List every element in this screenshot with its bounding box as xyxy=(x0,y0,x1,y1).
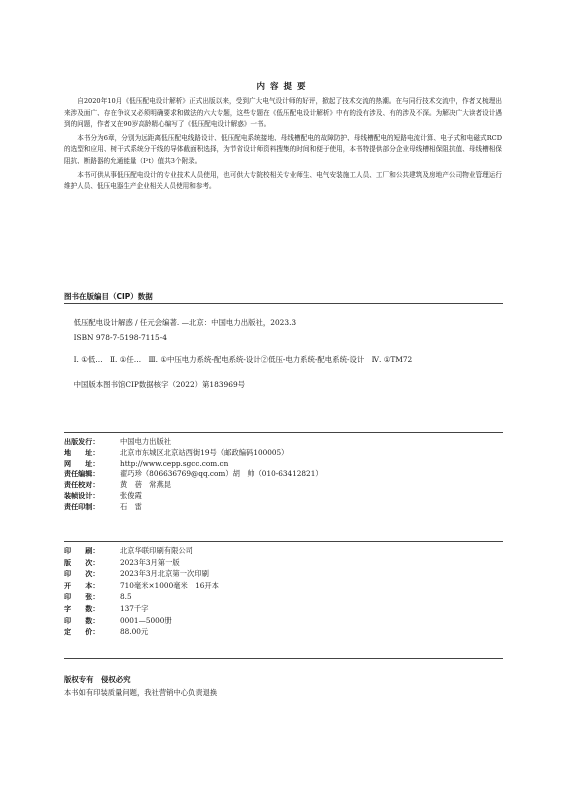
rights-heading: 版权专有 侵权必究 xyxy=(64,675,131,684)
publisher-value: 北京市东城区北京站西街19号（邮政编码100005） xyxy=(120,447,289,457)
spec-label: 版 次： xyxy=(64,557,100,567)
publisher-row xyxy=(64,437,504,448)
spec-label: 开 本： xyxy=(64,580,100,590)
publisher-label: 责任印制： xyxy=(64,501,100,511)
cip-isbn: ISBN 978-7-5198-7115-4 xyxy=(73,333,167,342)
spec-row xyxy=(64,580,504,592)
spec-value: 北京华联印刷有限公司 xyxy=(120,546,193,555)
publisher-row xyxy=(64,459,504,470)
publisher-top-divider xyxy=(64,432,503,433)
publisher-label: 责任编辑： xyxy=(64,469,100,479)
spec-label: 印 张： xyxy=(64,592,100,602)
specs-top-divider xyxy=(64,541,503,542)
publisher-row xyxy=(64,448,504,459)
publisher-row xyxy=(64,480,504,491)
cip-heading: 图书在版编目（CIP）数据 xyxy=(64,292,153,301)
publisher-label: 出版发行： xyxy=(64,437,100,446)
spec-row xyxy=(64,568,504,580)
spec-label: 印 数： xyxy=(64,615,100,625)
spec-row xyxy=(64,545,504,557)
spec-row xyxy=(64,615,504,627)
spec-value: 8.5 xyxy=(120,592,132,602)
publisher-label: 地 址： xyxy=(64,447,100,457)
rights-top-divider xyxy=(64,658,503,659)
spec-value: 2023年3月北京第一次印刷 xyxy=(120,569,209,579)
cip-title-line: 低压配电设计解惑 / 任元会编著. —北京：中国电力出版社，2023.3 xyxy=(73,318,297,327)
summary-paragraph: 本书可供从事低压配电设计的专业技术人员使用，也可供大专院校相关专业师生、电气安装施工人员、工厂和公共建筑及房地产公司物业管理运行维护人员、低压电器生产企业相关人员使用和参考。 xyxy=(64,170,502,191)
summary-paragraph: 本书分为6章，分别为远距离低压配电线路设计、低压配电系统接地、母线槽配电的故障防护、母线槽配电的短路电流计算、电子式和电磁式RCD的选型和应用、树干式系统分干线的导体截面积选择，为节省设计师资料搜集的时间和便于使用，本书特提供部分企业母线槽相保阻抗值、母线槽相保阻抗、断路器的允通能量（I²t）值共3个附录。 xyxy=(64,133,502,165)
spec-value: 88.00元 xyxy=(120,627,149,637)
rights-notice: 本书如有印装质量问题，我社营销中心负责退换 xyxy=(64,688,218,697)
cip-core-number: 中国版本图书馆CIP数据核字（2022）第183969号 xyxy=(73,380,246,389)
spec-value: 0001—5000册 xyxy=(120,615,172,625)
publisher-value: http://www.cepp.sgcc.com.cn xyxy=(120,458,229,468)
spec-label: 字 数： xyxy=(64,603,100,613)
spec-label: 印 次： xyxy=(64,569,100,579)
summary-body xyxy=(64,96,502,195)
cip-classification: Ⅰ. ①低… Ⅱ. ①任… Ⅲ. ①中压电力系统-配电系统-设计②低压-电力系统-配电系统-设计 Ⅳ. ①TM72 xyxy=(73,355,413,364)
spec-row xyxy=(64,557,504,569)
publisher-value: 中国电力出版社 xyxy=(120,437,172,446)
spec-row xyxy=(64,591,504,603)
spec-label: 印 刷： xyxy=(64,546,100,555)
spec-value: 137千字 xyxy=(120,603,149,613)
spec-row xyxy=(64,603,504,615)
cip-top-divider xyxy=(64,303,503,304)
publisher-value: 黄 蓓 常燕昆 xyxy=(120,480,172,490)
spec-value: 710毫米×1000毫米 16开本 xyxy=(120,580,219,590)
summary-paragraph: 自2020年10月《低压配电设计解析》正式出版以来，受到广大电气设计师的好评，掀起了技术交流的热潮。在与同行技术交流中，作者又梳理出来涉及面广、存在争议又必须明确要求和做法的六大专题，这些专题在《低压配电设计解析》中有的没有涉及、有的涉及不深。为解决广大读者设计遇到的问题，作者又在90岁高龄精心编写了《低压配电设计解惑》一书。 xyxy=(64,97,502,129)
publisher-label: 装帧设计： xyxy=(64,490,100,500)
publisher-row xyxy=(64,469,504,480)
cip-block xyxy=(64,315,504,392)
summary-title: 内容提要 xyxy=(256,82,311,92)
publisher-value: 张俊霞 xyxy=(120,490,142,500)
publisher-row xyxy=(64,502,504,513)
spec-row xyxy=(64,626,504,638)
publisher-row xyxy=(64,491,504,502)
print-specs xyxy=(64,545,504,638)
publisher-value: 翟巧珍（806636769@qq.com）胡 帅（010-63412821） xyxy=(120,469,323,479)
spec-label: 定 价： xyxy=(64,627,100,637)
publisher-label: 责任校对： xyxy=(64,480,100,490)
spec-value: 2023年3月第一版 xyxy=(120,557,180,567)
publisher-value: 石 雷 xyxy=(120,501,142,511)
publisher-info xyxy=(64,437,504,513)
publisher-label: 网 址： xyxy=(64,458,100,468)
